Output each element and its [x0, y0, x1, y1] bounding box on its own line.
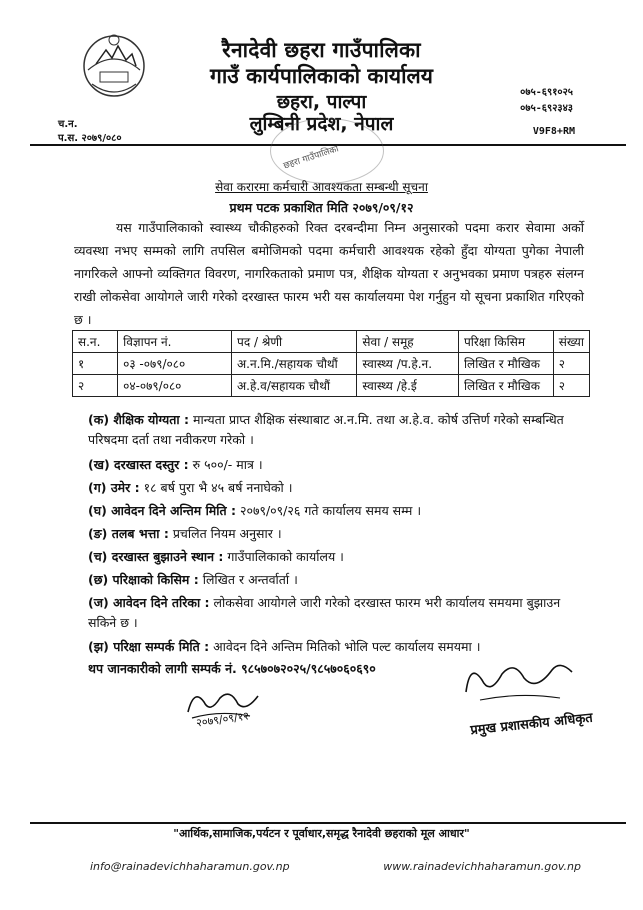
phone-number-1: ०७५-६९१०२५: [520, 87, 573, 98]
item-text: प्रचलित नियम अनुसार ।: [168, 526, 282, 541]
table-header-cell: स.न.: [73, 331, 118, 353]
table-cell: अ.न.मि./सहायक चौथौं: [232, 353, 357, 375]
footer-motto: "आर्थिक,सामाजिक,पर्यटन र पूर्वाधार,समृद्ध रैनादेवी छहराको मूल आधार": [173, 827, 470, 840]
contact-line: थप जानकारीको लागी सम्पर्क नं. ९८५७०७२०२५/९८५७०६०६९०: [88, 661, 376, 676]
item-age: [88, 478, 588, 498]
item-label: (घ) आवेदन दिने अन्तिम मिति :: [88, 503, 236, 518]
table-cell: लिखित र मौखिक: [458, 375, 553, 397]
website-link[interactable]: www.rainadevichhaharamun.gov.np: [383, 860, 581, 873]
item-qualification: [88, 410, 588, 450]
item-label: (क) शैक्षिक योग्यता :: [88, 412, 189, 427]
signature-right: [460, 652, 580, 710]
item-application-method: [88, 593, 588, 633]
table-header-cell: सेवा / समूह: [357, 331, 459, 353]
address-line: छहरा, पाल्पा: [276, 91, 367, 113]
fiscal-year-label: प.स. २०७९/०८०: [58, 133, 122, 144]
item-salary: [88, 524, 588, 544]
municipality-name: रैनादेवी छहरा गाउँपालिका: [222, 38, 421, 62]
table-cell: २: [553, 353, 589, 375]
stamp-text: छहरा गाउँपालिका: [282, 144, 341, 172]
item-deadline: [88, 501, 588, 521]
notice-subject: सेवा करारमा कर्मचारी आवश्यकता सम्बन्धी सूचना: [215, 180, 428, 194]
item-exam-type: [88, 570, 588, 590]
item-label: (ख) दरखास्त दस्तुर :: [88, 457, 189, 472]
table-header-row: [73, 331, 590, 353]
table-row: [73, 353, 590, 375]
footer-divider: [30, 822, 626, 824]
item-label: (छ) परिक्षाको किसिम :: [88, 572, 199, 587]
table-cell: १: [73, 353, 118, 375]
item-text: आवेदन दिने अन्तिम मितिको भोलि पल्ट कार्यालय समयमा ।: [209, 639, 481, 654]
vacancy-table: [72, 330, 590, 397]
publish-date-line: प्रथम पटक प्रकाशित मिति २०७९/०९/१२: [229, 200, 414, 215]
table-cell: ०३ -०७९/०८०: [118, 353, 232, 375]
plus-code: V9F8+RM: [532, 126, 575, 137]
table-cell: स्वास्थ्य /हे.ई: [357, 375, 459, 397]
table-header-cell: परिक्षा किसिम: [458, 331, 553, 353]
item-submission-place: [88, 547, 588, 567]
item-text: २०७९/०९/२६ गते कार्यालय समय सम्म ।: [236, 503, 422, 518]
phone-number-2: ०७५-६९२३४३: [520, 103, 573, 114]
email-link[interactable]: info@rainadevichhaharamun.gov.np: [90, 860, 290, 873]
table-cell: २: [73, 375, 118, 397]
item-fee: [88, 455, 588, 475]
table-cell: ०४-०७९/०८०: [118, 375, 232, 397]
table-header-cell: संख्या: [553, 331, 589, 353]
signature-date: २०७९/०९/१२: [195, 709, 250, 730]
office-name: गाउँ कार्यपालिकाको कार्यालय: [210, 64, 433, 88]
province-line: लुम्बिनी प्रदेश, नेपाल: [249, 113, 394, 135]
table-cell: लिखित र मौखिक: [458, 353, 553, 375]
item-text: लिखित र अन्तर्वार्ता ।: [198, 572, 298, 587]
table-cell: स्वास्थ्य /प.हे.न.: [357, 353, 459, 375]
item-label: (ग) उमेर :: [88, 480, 140, 495]
item-text: गाउँपालिकाको कार्यालय ।: [223, 549, 344, 564]
item-label: (ङ) तलब भत्ता :: [88, 526, 169, 541]
item-label: (झ) परिक्षा सम्पर्क मिति :: [88, 639, 210, 654]
table-header-cell: पद / श्रेणी: [232, 331, 357, 353]
notice-paragraph: यस गाउँपालिकाको स्वास्थ्य चौकीहरुको रिक्त दरबन्दीमा निम्न अनुसारको पदमा करार सेवामा अर्को व्यवस्था नभए सम्मको लागि तपसिल बमोजिमको पदमा कर्मचारी आवश्यक रहेको हुँदा योग्यता पुगेका नेपाली नागरिकले आफ्नो व्यक्तिगत विवरण, नागरिकताको प्रमाण पत्र, शैक्षिक योग्यता र अनुभवका प्रमाण पत्रहरु संलग्न राखी लोकसेवा आयोगले जारी गरेको दरखास्त फारम भरी यस कार्यालयमा पेश गर्नुहुन यो सूचना प्रकाशित गरिएको छ ।: [74, 220, 584, 327]
office-title: प्रमुख प्रशासकीय अधिकृत: [469, 710, 594, 739]
item-label: (ज) आवेदन दिने तरिका :: [88, 595, 210, 610]
item-text: मान्यता प्राप्त शैक्षिक संस्थाबाट अ.न.मि. तथा अ.हे.व. कोर्ष उत्तिर्ण गरेको सम्बन्धित परिषदमा दर्ता तथा नवीकरण गरेको ।: [88, 412, 564, 447]
table-row: [73, 375, 590, 397]
item-text: रु ५००/- मात्र ।: [188, 457, 263, 472]
table-header-cell: विज्ञापन नं.: [118, 331, 232, 353]
item-label: (च) दरखास्त बुझाउने स्थान :: [88, 549, 224, 564]
table-cell: २: [553, 375, 589, 397]
item-text: लोकसेवा आयोगले जारी गरेको दरखास्त फारम भरी कार्यालय समयमा बुझाउन सकिने छ ।: [88, 595, 561, 630]
item-text: १८ बर्ष पुरा भै ४५ बर्ष ननाघेको ।: [139, 480, 293, 495]
ref-number-label: च.न.: [58, 119, 78, 130]
table-cell: अ.हे.व/सहायक चौथौं: [232, 375, 357, 397]
